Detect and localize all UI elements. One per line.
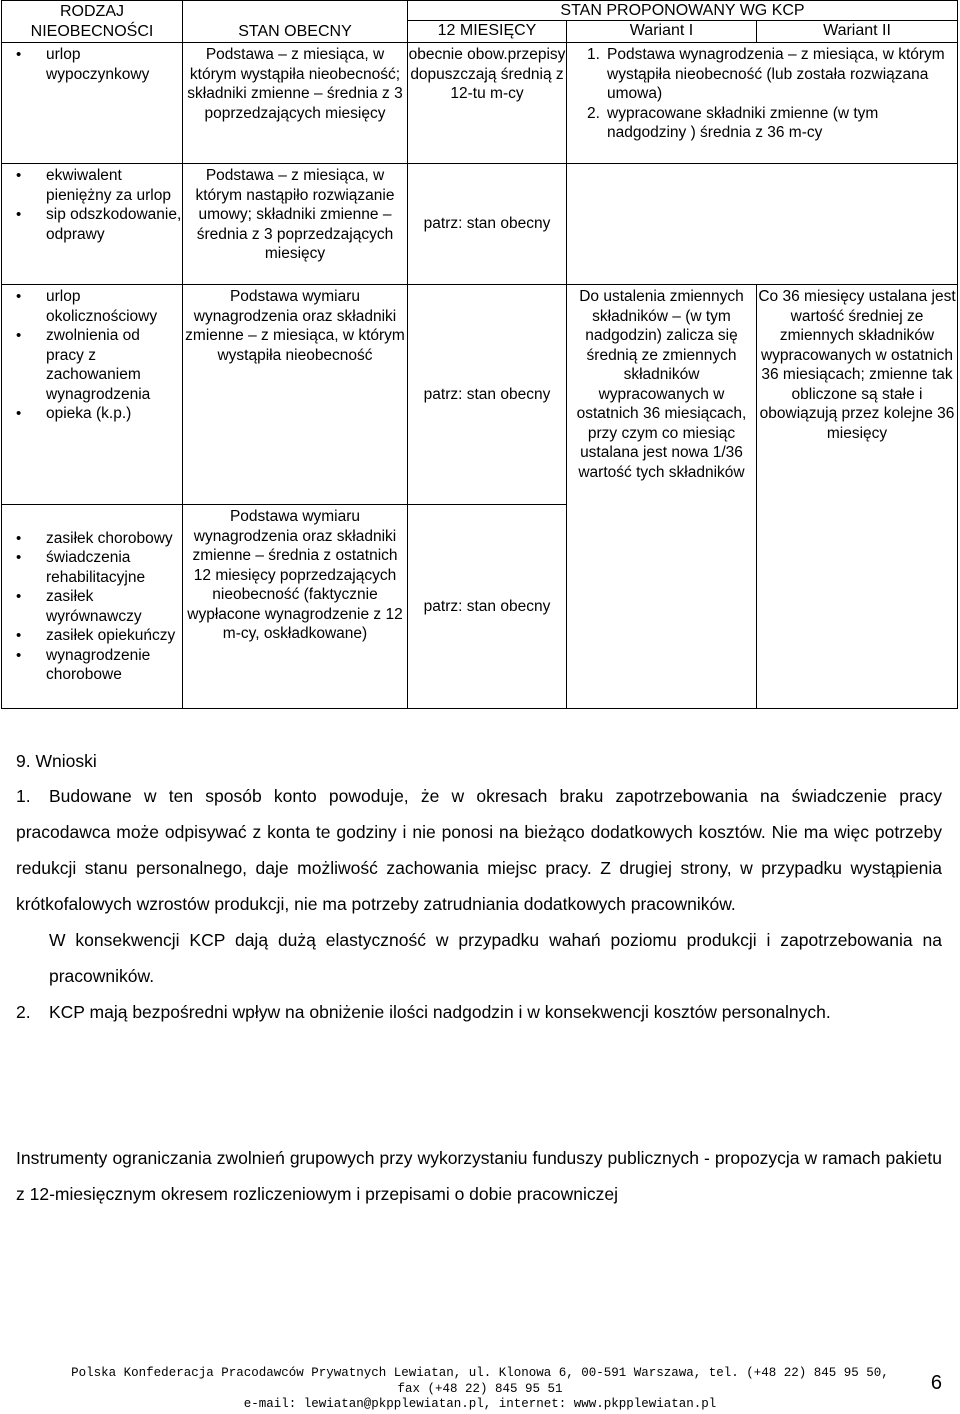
list-item: • opieka (k.p.) <box>16 404 182 424</box>
instruments-heading: Instrumenty ograniczania zwolnień grupowych przy wykorzystaniu funduszy publicznych - propozycja w ramach pakietu z 12-miesięcznym okresem rozliczeniowym i przepisami o dobie pracowniczej <box>16 1148 942 1204</box>
footer-address: Polska Konfederacja Pracodawców Prywatnych Lewiatan, ul. Klonowa 6, 00-591 Warszawa, tel. (+48 22) 845 95 50, <box>71 1366 889 1380</box>
conclusion-item <box>16 994 942 1030</box>
header-absence-type: RODZAJ NIEOBECNOŚCI <box>2 1 183 43</box>
list-item: • zasiłek opiekuńczy <box>16 626 182 646</box>
conclusion-text: Budowane w ten sposób konto powoduje, że w okresach braku zapotrzebowania na świadczenie pracy pracodawca może odpisywać z konta te godziny i nie ponosi na bieżąco dodatkowych kosztów. Nie ma więc potrzeby redukcji stanu personalnego, daje możliwość zachowania miejsc pracy. Z drugiej strony, w przypadku wystąpienia krótkofalowych wzrostów produkcji, nie ma potrzeby zatrudniania dodatkowych pracowników. <box>16 786 942 914</box>
page-number: 6 <box>930 1372 942 1394</box>
comparison-table <box>1 0 958 709</box>
months12-cell: patrz: stan obecny <box>408 164 567 285</box>
header-variant-2: Wariant II <box>757 21 958 43</box>
footer-fax: fax (+48 22) 845 95 51 <box>397 1381 563 1396</box>
months12-cell: obecnie obow.przepisy dopuszczają średnią z 12-tu m-cy <box>408 43 567 164</box>
conclusion-text: KCP mają bezpośredni wpływ na obniżenie ilości nadgodzin i w konsekwencji kosztów personalnych. <box>49 1002 831 1022</box>
conclusion-number: 1. <box>16 786 31 806</box>
list-item: • wynagrodzenie chorobowe <box>16 646 182 685</box>
absence-type-cell <box>2 43 183 164</box>
list-item: • zasiłek wyrównawczy <box>16 587 182 626</box>
page-footer <box>0 1366 960 1413</box>
header-current-state: STAN OBECNY <box>183 1 408 43</box>
current-state-cell: Podstawa wymiaru wynagrodzenia oraz składniki zmienne – z miesiąca, w którym wystąpiła nieobecność <box>183 285 408 505</box>
proposed-rules-cell-empty <box>567 164 958 285</box>
footer-contact: e-mail: lewiatan@pkpplewiatan.pl, internet: www.pkpplewiatan.pl <box>243 1397 717 1411</box>
proposed-rules-cell <box>567 43 958 164</box>
list-item: • ekwiwalent pieniężny za urlop <box>16 166 182 205</box>
header-proposed-state: STAN PROPONOWANY WG KCP <box>408 1 958 21</box>
months12-cell: patrz: stan obecny <box>408 285 567 505</box>
current-state-cell: Podstawa wymiaru wynagrodzenia oraz składniki zmienne – średnia z ostatnich 12 miesięcy poprzedzających nieobecność (faktycznie wypłacone wynagrodzenie z 12 m-cy, oskładkowane) <box>183 505 408 709</box>
current-state-cell: Podstawa – z miesiąca, w którym wystąpiła nieobecność; składniki zmienne – średnia z 3 poprzedzających miesięcy <box>183 43 408 164</box>
section-title: 9. Wnioski <box>16 751 97 771</box>
months12-cell: patrz: stan obecny <box>408 505 567 709</box>
list-item: 1. Podstawa wynagrodzenia – z miesiąca, w którym wystąpiła nieobecność (lub została rozwiązana umowa) <box>587 46 945 102</box>
list-item: • sip odszkodowanie, odprawy <box>16 205 182 244</box>
conclusions-section <box>16 750 942 1030</box>
conclusion-item <box>16 778 942 922</box>
list-item: • urlop wypoczynkowy <box>16 45 182 84</box>
list-item: • zwolnienia od pracy z zachowaniem wynagrodzenia <box>16 326 182 404</box>
variant-1-cell: Do ustalenia zmiennych składników – (w tym nadgodzin) zalicza się średnią ze zmiennych składników wypracowanych w ostatnich 36 miesiącach, przy czym co miesiąc ustalana jest nowa 1/36 wartość tych składników <box>567 285 757 709</box>
header-12-months: 12 MIESIĘCY <box>408 21 567 43</box>
absence-type-cell <box>2 505 183 709</box>
current-state-cell: Podstawa – z miesiąca, w którym nastąpiło rozwiązanie umowy; składniki zmienne – średnia z 3 poprzedzających miesięcy <box>183 164 408 285</box>
list-item: • urlop okolicznościowy <box>16 287 182 326</box>
list-item: • zasiłek chorobowy <box>16 529 182 549</box>
conclusion-number: 2. <box>16 1002 31 1022</box>
absence-type-cell <box>2 285 183 505</box>
list-item: 2. wypracowane składniki zmienne (w tym nadgodziny ) średnia z 36 m-cy <box>587 104 879 141</box>
variant-2-cell: Co 36 miesięcy ustalana jest wartość średniej ze zmiennych składników wypracowanych w ostatnich 36 miesiącach; zmienne tak obliczone są stałe i obowiązują przez kolejne 36 miesięcy <box>757 285 958 709</box>
header-variant-1: Wariant I <box>567 21 757 43</box>
conclusion-text-continued: W konsekwencji KCP dają dużą elastyczność w przypadku wahań poziomu produkcji i zapotrzebowania na pracowników. <box>49 930 942 986</box>
list-item: • świadczenia rehabilitacyjne <box>16 548 182 587</box>
absence-type-cell <box>2 164 183 285</box>
